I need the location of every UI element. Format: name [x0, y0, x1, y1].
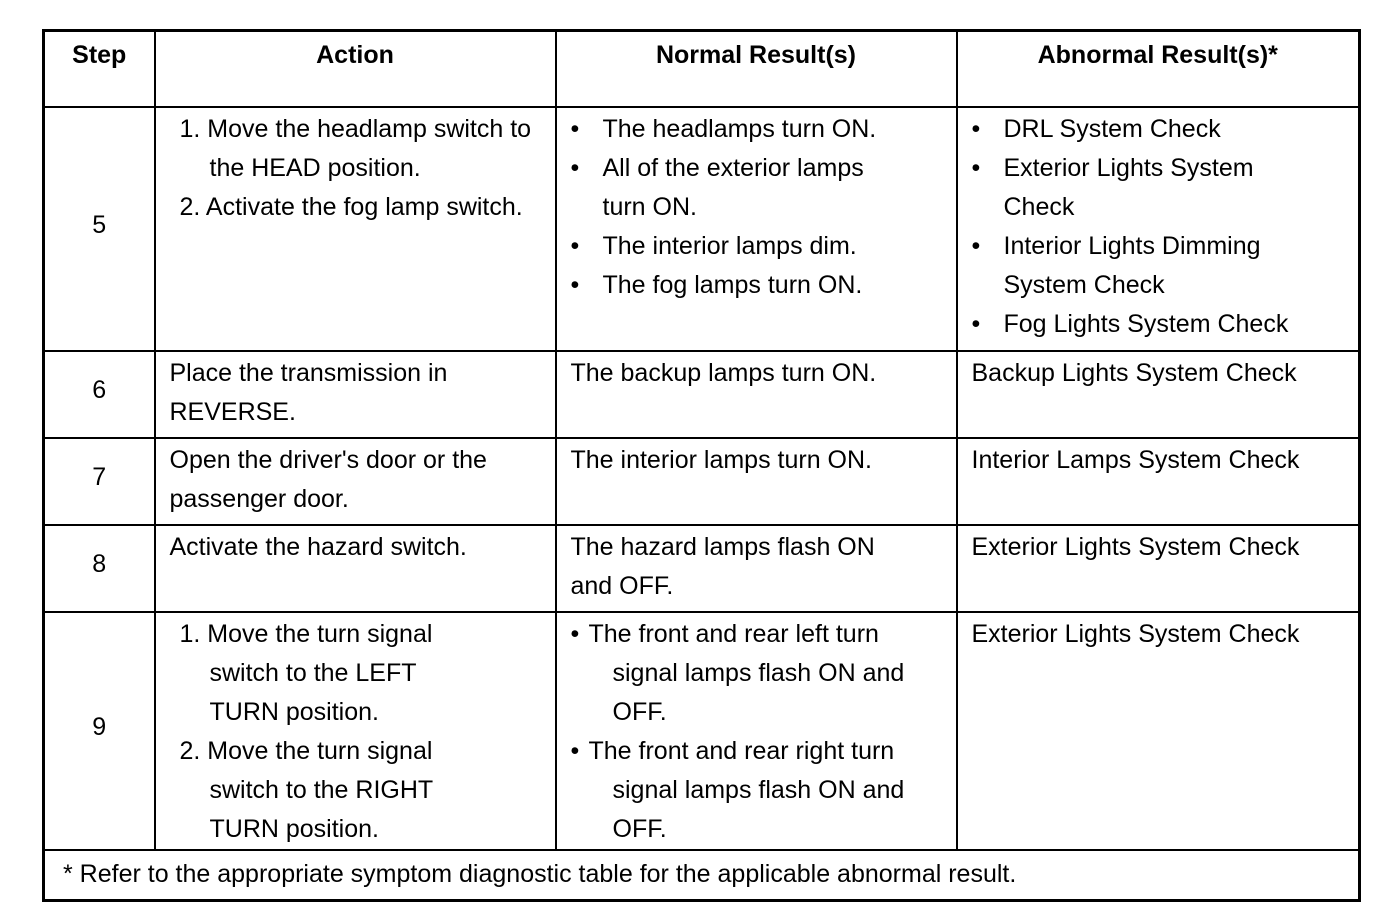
bullet-icon: •	[971, 232, 981, 260]
normal-results-list	[571, 615, 946, 849]
list-item: • The front and rear right turn signal lamps flash ON and OFF.	[571, 732, 946, 849]
abnormal-result-cell: Backup Lights System Check	[957, 351, 1360, 438]
header-action: Action	[155, 31, 556, 108]
action-steps	[170, 110, 545, 227]
list-item: • Interior Lights Dimming System Check	[972, 227, 1349, 305]
step-number: 7	[44, 438, 155, 525]
bullet-icon: •	[570, 232, 580, 260]
action-steps	[170, 615, 545, 849]
abnormal-result-cell: Exterior Lights System Check	[957, 612, 1360, 850]
normal-results-list	[571, 110, 946, 305]
header-normal-results: Normal Result(s)	[556, 31, 957, 108]
step-number: 8	[44, 525, 155, 612]
table-row	[44, 612, 1360, 850]
normal-result-cell	[556, 107, 957, 351]
list-item: • The fog lamps turn ON.	[571, 266, 946, 305]
bullet-icon: •	[570, 737, 580, 765]
step-number: 6	[44, 351, 155, 438]
action-cell: Place the transmission in REVERSE.	[155, 351, 556, 438]
bullet-icon: •	[570, 154, 580, 182]
bullet-icon: •	[570, 271, 580, 299]
step-number: 9	[44, 612, 155, 850]
bullet-icon: •	[971, 154, 981, 182]
normal-result-cell: The backup lamps turn ON.	[556, 351, 957, 438]
action-cell: Activate the hazard switch.	[155, 525, 556, 612]
table-row	[44, 525, 1360, 612]
list-item: • DRL System Check	[972, 110, 1349, 149]
table-row	[44, 107, 1360, 351]
bullet-icon: •	[570, 115, 580, 143]
action-cell: Open the driver's door or the passenger door.	[155, 438, 556, 525]
list-item: • All of the exterior lamps turn ON.	[571, 149, 946, 227]
action-cell	[155, 107, 556, 351]
abnormal-result-cell: Interior Lamps System Check	[957, 438, 1360, 525]
normal-result-cell: The interior lamps turn ON.	[556, 438, 957, 525]
normal-result-cell: The hazard lamps flash ON and OFF.	[556, 525, 957, 612]
normal-result-cell	[556, 612, 957, 850]
action-step: 1. Move the headlamp switch to the HEAD position.	[179, 115, 532, 182]
action-cell	[155, 612, 556, 850]
bullet-icon: •	[971, 115, 981, 143]
abnormal-result-cell: Exterior Lights System Check	[957, 525, 1360, 612]
abnormal-results-list	[972, 110, 1349, 344]
table-row	[44, 351, 1360, 438]
header-abnormal-results: Abnormal Result(s)*	[957, 31, 1360, 108]
list-item: • The front and rear left turn signal lamps flash ON and OFF.	[571, 615, 946, 732]
list-item: • Fog Lights System Check	[972, 305, 1349, 344]
table-row	[44, 438, 1360, 525]
list-item: • The interior lamps dim.	[571, 227, 946, 266]
action-step: 2. Move the turn signal switch to the RIGHT TURN position.	[179, 737, 433, 843]
list-item: • The headlamps turn ON.	[571, 110, 946, 149]
header-row	[44, 31, 1360, 108]
bullet-icon: •	[570, 620, 580, 648]
bullet-icon: •	[971, 310, 981, 338]
action-step: 1. Move the turn signal switch to the LEFT TURN position.	[179, 620, 433, 726]
header-step: Step	[44, 31, 155, 108]
abnormal-result-cell	[957, 107, 1360, 351]
step-number: 5	[44, 107, 155, 351]
footnote-row	[44, 850, 1360, 901]
footnote: * Refer to the appropriate symptom diagnostic table for the applicable abnormal result.	[44, 850, 1360, 901]
list-item: • Exterior Lights System Check	[972, 149, 1349, 227]
action-step: 2. Activate the fog lamp switch.	[179, 193, 523, 221]
diagnostic-table	[42, 29, 1361, 902]
